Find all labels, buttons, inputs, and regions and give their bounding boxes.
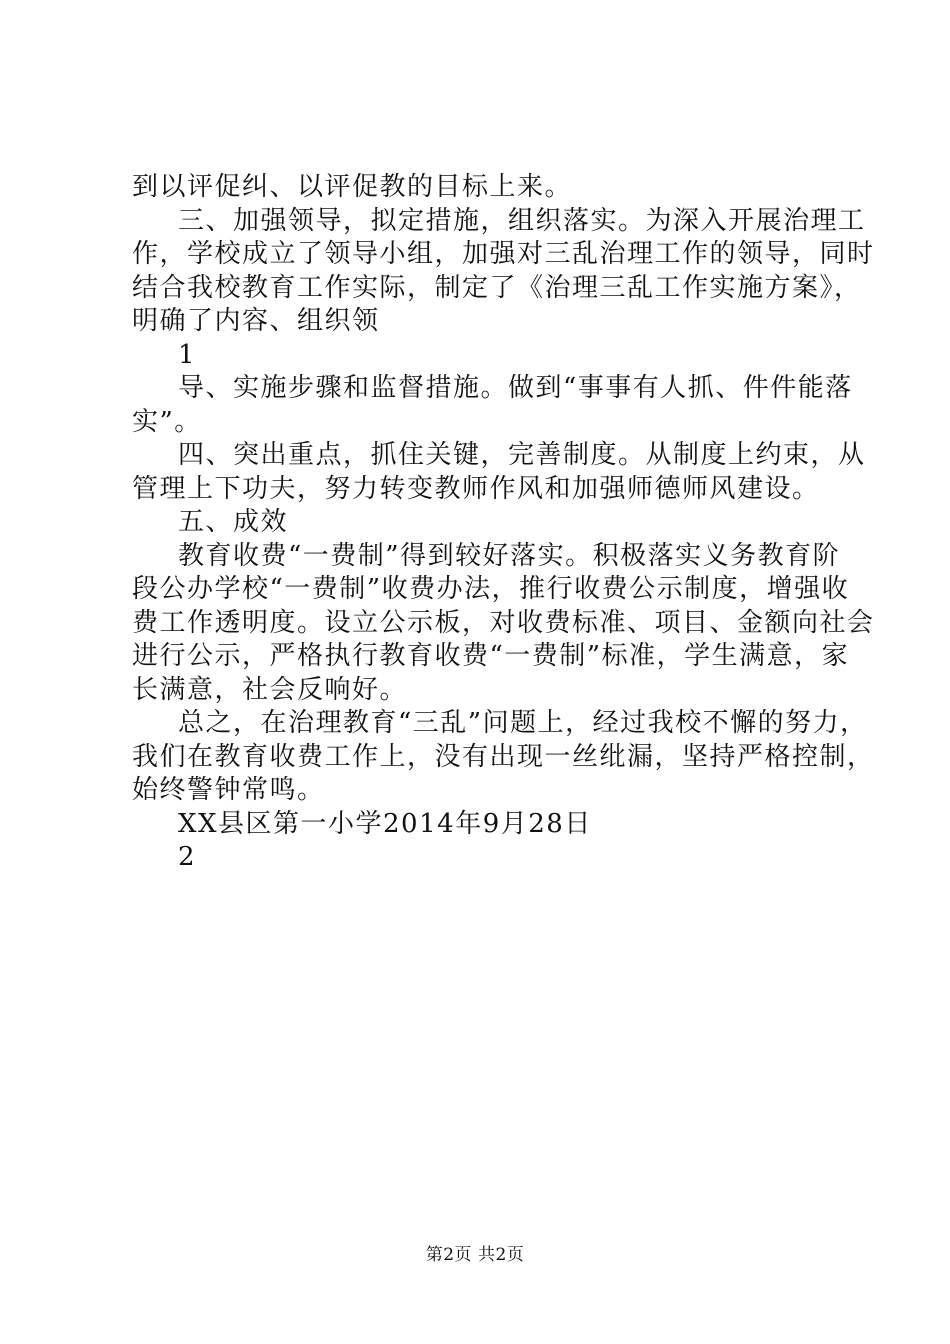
text-line: 结合我校教育工作实际，制定了《治理三乱工作实施方案》，	[132, 272, 862, 303]
text-line: 五、成效	[178, 507, 289, 537]
text-line: 明确了内容、组织领	[132, 306, 380, 336]
text-line: 总之，在治理教育“三乱”问题上，经过我校不懈的努力，	[178, 708, 868, 738]
text-line: 管理上下功夫，努力转变教师作风和加强师德师风建设。	[132, 473, 820, 504]
text-line: 始终警钟常鸣。	[132, 775, 325, 805]
text-line: 长满意，社会反响好。	[132, 674, 408, 705]
text-line: 1	[178, 339, 197, 370]
text-line: 到以评促纠、以评促教的目标上来。	[132, 172, 573, 202]
text-line: 进行公示，严格执行教育收费“一费制”标准，学生满意，家	[132, 641, 850, 671]
document-body	[132, 171, 875, 875]
page-footer: 第2页 共2页	[425, 1245, 525, 1265]
text-line: 四、突出重点，抓住关键，完善制度。从制度上约束，从	[178, 440, 866, 470]
text-line: 教育收费“一费制”得到较好落实。积极落实义务教育阶	[178, 540, 841, 571]
text-line: 作，学校成立了领导小组，加强对三乱治理工作的领导，同时	[132, 239, 875, 269]
text-line: XX县区第一小学2014年9月28日	[178, 808, 592, 839]
text-line: 实”。	[132, 406, 202, 437]
text-line: 2	[178, 842, 197, 872]
text-line: 费工作透明度。设立公示板，对收费标准、项目、金额向社会	[132, 607, 875, 638]
text-line: 我们在教育收费工作上，没有出现一丝纰漏，坚持严格控制，	[132, 741, 875, 772]
text-line: 段公办学校“一费制”收费办法，推行收费公示制度，增强收	[132, 574, 850, 604]
text-line: 三、加强领导，拟定措施，组织落实。为深入开展治理工	[178, 205, 866, 236]
text-line: 导、实施步骤和监督措施。做到“事事有人抓、件件能落	[178, 373, 853, 403]
